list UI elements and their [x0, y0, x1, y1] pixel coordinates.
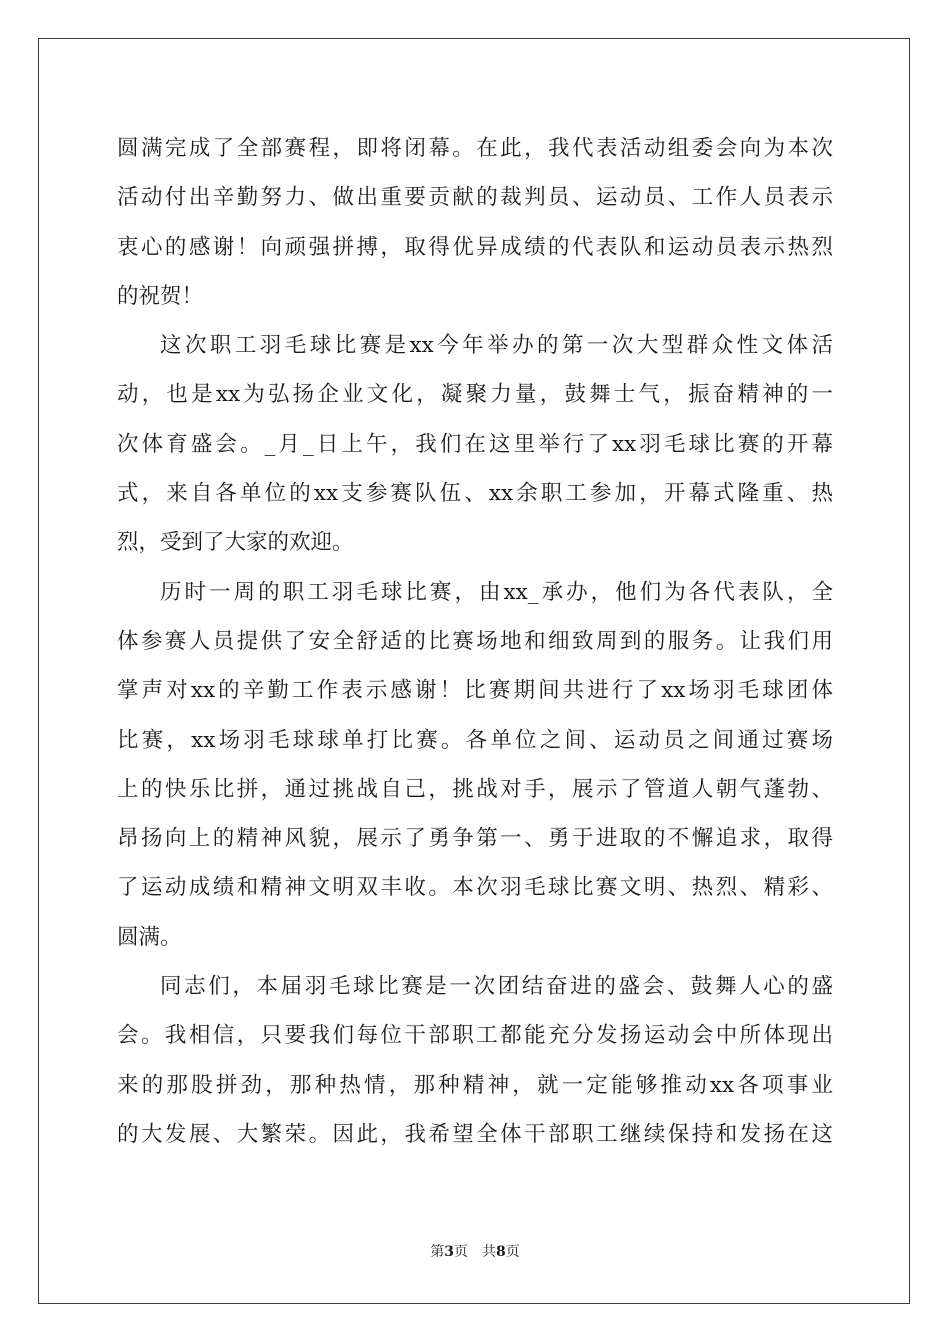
- text-line: 的祝贺！: [117, 283, 204, 309]
- text-line: 动，也是xx为弘扬企业文化，凝聚力量，鼓舞士气，振奋精神的一: [117, 382, 833, 408]
- total-prefix: 共: [482, 1244, 496, 1260]
- page-suffix: 页: [454, 1244, 468, 1260]
- text-line: 的大发展、大繁荣。因此，我希望全体干部职工继续保持和发扬在这: [117, 1121, 833, 1147]
- text-line: 了运动成绩和精神文明双丰收。本次羽毛球比赛文明、热烈、精彩、: [117, 875, 833, 901]
- text-line: 式，来自各单位的xx支参赛队伍、xx余职工参加，开幕式隆重、热: [117, 481, 833, 507]
- total-pages: 8: [496, 1244, 506, 1260]
- page-prefix: 第: [430, 1244, 445, 1260]
- paragraph-first-line: 历时一周的职工羽毛球比赛，由xx_承办，他们为各代表队，全: [160, 579, 833, 605]
- text-line: 圆满。: [117, 924, 182, 950]
- page-number: 3: [444, 1244, 454, 1260]
- text-line: 体参赛人员提供了安全舒适的比赛场地和细致周到的服务。让我们用: [117, 628, 833, 654]
- text-line: 活动付出辛勤努力、做出重要贡献的裁判员、运动员、工作人员表示: [117, 185, 833, 211]
- text-line: 衷心的感谢！向顽强拼搏，取得优异成绩的代表队和运动员表示热烈: [117, 234, 833, 260]
- page-footer: [0, 1241, 950, 1261]
- total-suffix: 页: [505, 1244, 520, 1260]
- text-line: 烈，受到了大家的欢迎。: [117, 530, 354, 556]
- paragraph-first-line: 这次职工羽毛球比赛是xx今年举办的第一次大型群众性文体活: [160, 333, 833, 359]
- text-line: 圆满完成了全部赛程，即将闭幕。在此，我代表活动组委会向为本次: [117, 136, 833, 161]
- text-line: 次体育盛会。_月_日上午，我们在这里举行了xx羽毛球比赛的开幕: [117, 431, 833, 457]
- text-line: 昂扬向上的精神风貌，展示了勇争第一、勇于进取的不懈追求，取得: [117, 826, 833, 852]
- text-line: 上的快乐比拼，通过挑战自己，挑战对手，展示了管道人朝气蓬勃、: [117, 776, 833, 802]
- text-line: 来的那股拼劲，那种热情，那种精神，就一定能够推动xx各项事业: [117, 1072, 833, 1098]
- text-line: 会。我相信，只要我们每位干部职工都能充分发扬运动会中所体现出: [117, 1023, 833, 1049]
- paragraph-first-line: 同志们，本届羽毛球比赛是一次团结奋进的盛会、鼓舞人心的盛: [160, 974, 833, 1000]
- text-line: 比赛，xx场羽毛球球单打比赛。各单位之间、运动员之间通过赛场: [117, 727, 833, 753]
- text-line: 掌声对xx的辛勤工作表示感谢！比赛期间共进行了xx场羽毛球团体: [117, 678, 833, 704]
- document-body: [117, 124, 833, 1159]
